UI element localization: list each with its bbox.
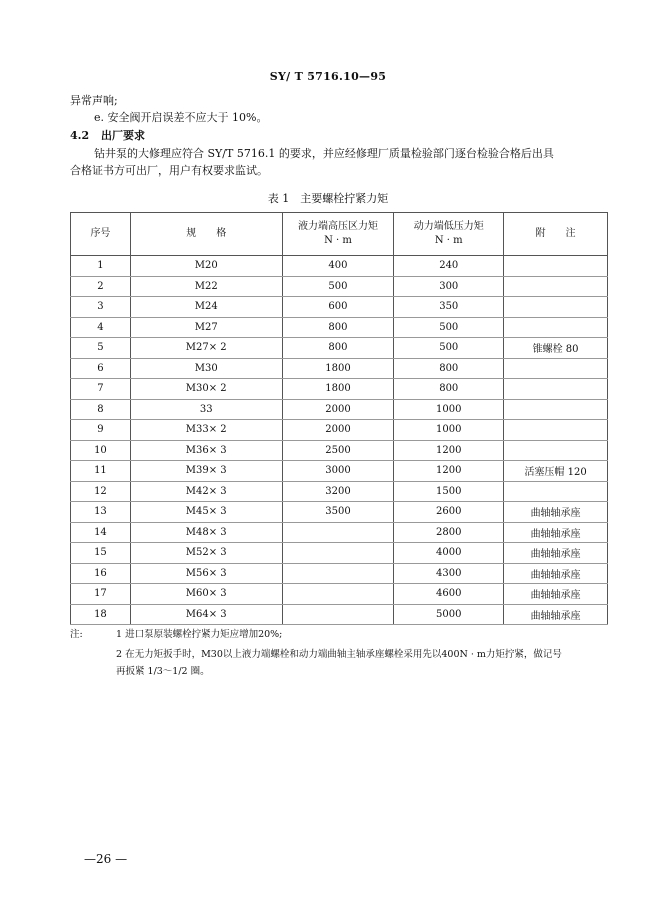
table-row [71, 399, 608, 420]
cell-note [504, 358, 608, 379]
header-low-pressure-label: 动力端低压力矩 [413, 221, 484, 232]
table-row [71, 256, 608, 277]
text-line-1: 异常声响; [70, 94, 118, 107]
cell-index: 15 [71, 543, 131, 564]
cell-note: 活塞压帽 120 [504, 461, 608, 482]
cell-high-pressure: 3200 [282, 481, 394, 502]
note-label: 注: [70, 629, 83, 640]
cell-index: 1 [71, 256, 131, 277]
header-high-pressure [282, 213, 394, 256]
table-row [71, 563, 608, 584]
cell-low-pressure: 5000 [394, 604, 504, 625]
table-row [71, 522, 608, 543]
table-row [71, 358, 608, 379]
table-header-row [71, 213, 608, 256]
cell-spec: M60× 3 [130, 584, 282, 605]
note-2a: 2 在无力矩扳手时，M30以上液力端螺栓和动力端曲轴主轴承座螺栓采用先以400N · m力矩拧紧，做记号 [116, 649, 562, 660]
table-row [71, 297, 608, 318]
running-header: SY/ T 5716.10—95 [269, 70, 387, 83]
cell-spec: M48× 3 [130, 522, 282, 543]
cell-high-pressure: 800 [282, 317, 394, 338]
cell-note: 曲轴轴承座 [504, 584, 608, 605]
note-1: 1 进口泵原装螺栓拧紧力矩应增加20%; [116, 629, 283, 640]
torque-table [70, 212, 608, 625]
cell-note [504, 276, 608, 297]
cell-low-pressure: 350 [394, 297, 504, 318]
cell-index: 14 [71, 522, 131, 543]
cell-note: 曲轴轴承座 [504, 563, 608, 584]
cell-high-pressure: 2000 [282, 399, 394, 420]
cell-low-pressure: 1200 [394, 440, 504, 461]
cell-high-pressure: 2000 [282, 420, 394, 441]
cell-low-pressure: 1000 [394, 420, 504, 441]
cell-note: 曲轴轴承座 [504, 604, 608, 625]
cell-spec: M45× 3 [130, 502, 282, 523]
cell-index: 13 [71, 502, 131, 523]
cell-note: 曲轴轴承座 [504, 543, 608, 564]
cell-low-pressure: 800 [394, 379, 504, 400]
cell-high-pressure [282, 584, 394, 605]
cell-low-pressure: 800 [394, 358, 504, 379]
cell-index: 12 [71, 481, 131, 502]
header-index: 序号 [71, 213, 131, 256]
table-row [71, 379, 608, 400]
cell-high-pressure: 600 [282, 297, 394, 318]
cell-high-pressure: 800 [282, 338, 394, 359]
cell-spec: M64× 3 [130, 604, 282, 625]
cell-spec: M30× 2 [130, 379, 282, 400]
cell-high-pressure: 1800 [282, 379, 394, 400]
cell-high-pressure: 3000 [282, 461, 394, 482]
section-heading [70, 129, 145, 143]
table-row [71, 338, 608, 359]
cell-low-pressure: 2600 [394, 502, 504, 523]
cell-index: 11 [71, 461, 131, 482]
cell-low-pressure: 4600 [394, 584, 504, 605]
cell-note [504, 297, 608, 318]
cell-spec: M42× 3 [130, 481, 282, 502]
cell-high-pressure [282, 604, 394, 625]
cell-low-pressure: 4000 [394, 543, 504, 564]
cell-spec: M30 [130, 358, 282, 379]
cell-index: 17 [71, 584, 131, 605]
text-line-4: 合格证书方可出厂，用户有权要求监试。 [70, 164, 268, 177]
cell-spec: M52× 3 [130, 543, 282, 564]
cell-note: 锥螺栓 80 [504, 338, 608, 359]
table-row [71, 276, 608, 297]
cell-high-pressure: 3500 [282, 502, 394, 523]
table-row [71, 317, 608, 338]
cell-note [504, 440, 608, 461]
header-high-pressure-label: 液力端高压区力矩 [297, 221, 378, 232]
cell-index: 7 [71, 379, 131, 400]
page-number: —26 — [84, 852, 128, 866]
cell-spec: 33 [130, 399, 282, 420]
table-row [71, 584, 608, 605]
cell-index: 9 [71, 420, 131, 441]
text-line-3: 钻井泵的大修理应符合 SY/T 5716.1 的要求，并应经修理厂质量检验部门逐台检验合格后出具 [94, 147, 554, 160]
cell-spec: M27 [130, 317, 282, 338]
cell-spec: M39× 3 [130, 461, 282, 482]
cell-index: 3 [71, 297, 131, 318]
cell-spec: M27× 2 [130, 338, 282, 359]
cell-low-pressure: 240 [394, 256, 504, 277]
table-row [71, 502, 608, 523]
table-row [71, 420, 608, 441]
cell-note [504, 481, 608, 502]
cell-spec: M24 [130, 297, 282, 318]
table-row [71, 543, 608, 564]
table-row [71, 604, 608, 625]
header-spec: 规 格 [130, 213, 282, 256]
cell-index: 8 [71, 399, 131, 420]
section-number: 4.2 [70, 129, 90, 142]
cell-index: 4 [71, 317, 131, 338]
cell-spec: M22 [130, 276, 282, 297]
header-low-pressure [394, 213, 504, 256]
cell-high-pressure: 2500 [282, 440, 394, 461]
cell-low-pressure: 4300 [394, 563, 504, 584]
cell-note [504, 317, 608, 338]
cell-note: 曲轴轴承座 [504, 522, 608, 543]
cell-high-pressure: 500 [282, 276, 394, 297]
cell-note [504, 256, 608, 277]
section-title: 出厂要求 [100, 129, 145, 142]
cell-low-pressure: 300 [394, 276, 504, 297]
cell-index: 16 [71, 563, 131, 584]
header-high-pressure-unit: N · m [324, 235, 352, 246]
table-row [71, 481, 608, 502]
cell-spec: M36× 3 [130, 440, 282, 461]
cell-note [504, 399, 608, 420]
cell-high-pressure: 400 [282, 256, 394, 277]
cell-low-pressure: 1000 [394, 399, 504, 420]
cell-index: 10 [71, 440, 131, 461]
text-line-item-e: e. 安全阀开启误差不应大于 10%。 [94, 111, 268, 124]
table-caption: 表 1 主要螺栓拧紧力矩 [267, 192, 389, 205]
cell-low-pressure: 500 [394, 317, 504, 338]
cell-low-pressure: 1500 [394, 481, 504, 502]
table-row [71, 440, 608, 461]
note-2b: 再扳紧 1/3～1/2 圈。 [116, 666, 210, 677]
cell-high-pressure: 1800 [282, 358, 394, 379]
cell-note: 曲轴轴承座 [504, 502, 608, 523]
header-notes: 附 注 [504, 213, 608, 256]
cell-index: 6 [71, 358, 131, 379]
cell-spec: M56× 3 [130, 563, 282, 584]
cell-low-pressure: 1200 [394, 461, 504, 482]
table-row [71, 461, 608, 482]
cell-low-pressure: 2800 [394, 522, 504, 543]
cell-index: 18 [71, 604, 131, 625]
cell-low-pressure: 500 [394, 338, 504, 359]
cell-high-pressure [282, 563, 394, 584]
cell-note [504, 420, 608, 441]
header-low-pressure-unit: N · m [434, 235, 463, 246]
cell-spec: M20 [130, 256, 282, 277]
cell-index: 5 [71, 338, 131, 359]
cell-spec: M33× 2 [130, 420, 282, 441]
cell-high-pressure [282, 543, 394, 564]
cell-index: 2 [71, 276, 131, 297]
cell-note [504, 379, 608, 400]
cell-high-pressure [282, 522, 394, 543]
